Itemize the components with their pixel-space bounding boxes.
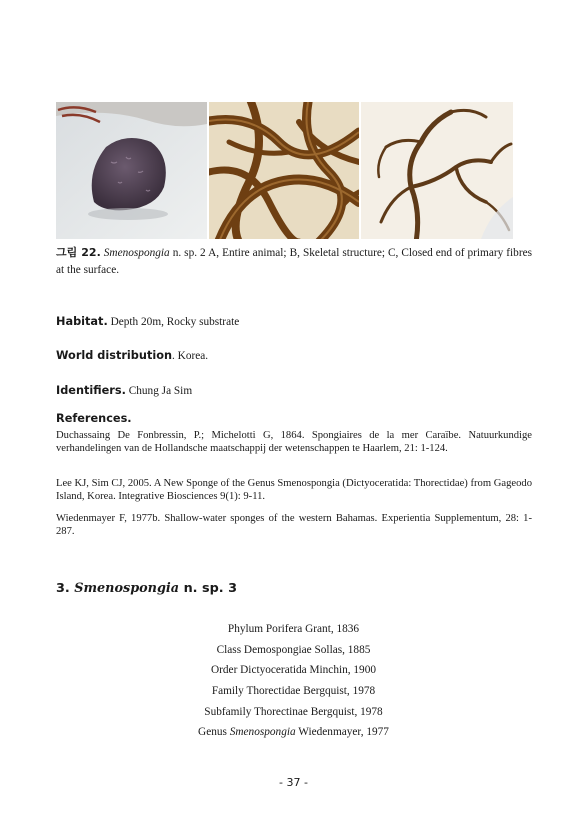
- fibre-end-photo: [361, 102, 513, 239]
- identifiers-section: [56, 383, 192, 399]
- section-number: 3.: [56, 581, 70, 596]
- caption-genus: Smenospongia: [103, 247, 170, 259]
- taxon-subfamily: Subfamily Thorectinae Bergquist, 1978: [204, 706, 383, 718]
- skeletal-fibre-photo: [209, 102, 359, 239]
- habitat-label: Habitat.: [56, 315, 108, 328]
- section-species: n. sp. 3: [183, 581, 237, 596]
- references-heading: References.: [56, 412, 132, 425]
- taxon-order: Order Dictyoceratida Minchin, 1900: [210, 664, 376, 676]
- caption-text: n. sp. 2 A, Entire animal; B, Skeletal structure; C, Closed end of primary fibres at the surface.: [56, 247, 532, 276]
- taxon-family: Family Thorectidae Bergquist, 1978: [211, 685, 376, 697]
- identifiers-text: Chung Ja Sim: [125, 385, 193, 397]
- distribution-text: . Korea.: [172, 350, 209, 362]
- distribution-label: World distribution: [56, 349, 173, 362]
- page-number: - 37 -: [279, 776, 308, 789]
- sponge-specimen-photo: [56, 102, 207, 239]
- reference-item: Duchassaing De Fonbressin, P.; Michelotti G, 1864. Spongiaires de la mer Caraïbe. Natuurkundige verhandelingen van de Hollandsche maatschappij der wetenschappen te Haarlem, 21: 1-124.: [56, 430, 532, 455]
- taxon-genus-name: Smenospongia: [229, 726, 296, 738]
- taxon-genus: Genus Smenospongia Wiedenmayer, 1977: [198, 726, 389, 738]
- taxon-phylum: Phylum Porifera Grant, 1836: [227, 623, 360, 635]
- figure-label: 그림 22.: [56, 246, 101, 259]
- reference-item: Wiedenmayer F, 1977b. Shallow-water sponges of the western Bahamas. Experientia Supplementum, 28: 1-287.: [56, 513, 532, 538]
- reference-item: Lee KJ, Sim CJ, 2005. A New Sponge of the Genus Smenospongia (Dictyoceratida: Thorectidae) from Gageodo Island, Korea. Integrative Biosciences 9(1): 9-11.: [56, 478, 532, 503]
- section-heading: [56, 581, 237, 596]
- taxon-class: Class Demospongiae Sollas, 1885: [216, 644, 371, 656]
- identifiers-label: Identifiers.: [56, 384, 126, 397]
- habitat-text: Depth 20m, Rocky substrate: [107, 316, 240, 328]
- distribution-section: [56, 348, 208, 364]
- figure-caption: [56, 244, 532, 279]
- section-genus: Smenospongia: [74, 581, 180, 596]
- habitat-section: [56, 314, 239, 330]
